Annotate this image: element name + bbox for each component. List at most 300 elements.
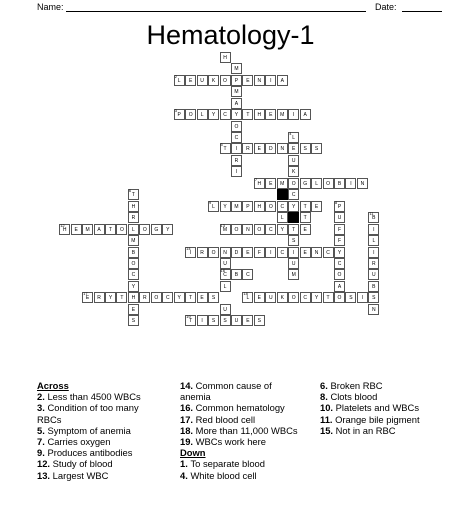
grid-cell[interactable] (231, 143, 242, 154)
cell-letter: O (326, 180, 330, 187)
grid-cell[interactable] (277, 292, 288, 303)
grid-cell[interactable] (242, 224, 253, 235)
cell-letter: U (291, 260, 296, 267)
cell-letter: I (350, 180, 352, 187)
grid-cell[interactable] (174, 75, 185, 86)
clue-number: 13. (37, 469, 53, 481)
clue-number: 7 (254, 176, 258, 182)
grid-cell[interactable] (311, 247, 322, 258)
grid-cell[interactable] (128, 269, 139, 280)
grid-cell[interactable] (288, 166, 299, 177)
clue-number: 4 (289, 131, 292, 136)
clue-text: Produces antibodies (47, 447, 133, 459)
grid-cell[interactable] (300, 224, 311, 235)
clue-number: 16. (180, 402, 196, 414)
cell-letter: F (257, 249, 261, 256)
grid-cell[interactable] (265, 224, 276, 235)
cell-letter: E (246, 318, 250, 325)
cell-letter: S (257, 318, 262, 325)
grid-cell[interactable] (185, 315, 196, 326)
grid-cell[interactable] (254, 224, 265, 235)
cell-letter: I (292, 249, 295, 256)
grid-cell[interactable] (300, 109, 311, 120)
grid-cell[interactable] (242, 247, 253, 258)
grid-cell[interactable] (208, 247, 219, 258)
grid-cell[interactable] (231, 315, 242, 326)
clue-text: WBCs work here (195, 436, 266, 448)
grid-cell[interactable] (288, 292, 299, 303)
grid-cell[interactable] (105, 292, 116, 303)
cell-letter: R (143, 295, 147, 302)
cell-letter: C (246, 272, 250, 279)
grid-cell[interactable] (323, 292, 334, 303)
grid-cell[interactable] (197, 315, 208, 326)
cell-letter: T (189, 318, 193, 325)
cell-letter: I (270, 77, 272, 84)
grid-cell[interactable] (128, 201, 139, 212)
grid-cell[interactable] (231, 109, 242, 120)
cell-letter: O (337, 272, 342, 279)
clue-number: 17. (180, 413, 196, 425)
grid-cell[interactable] (82, 292, 93, 303)
cell-letter: Y (234, 112, 239, 119)
grid-cell[interactable] (208, 315, 219, 326)
clue-item (320, 402, 450, 413)
grid-cell[interactable] (139, 292, 150, 303)
grid-cell[interactable] (128, 292, 139, 303)
grid-cell[interactable] (323, 247, 334, 258)
cell-letter: S (211, 318, 216, 325)
grid-cell[interactable] (265, 75, 276, 86)
grid-cell[interactable] (242, 75, 253, 86)
clue-item (180, 470, 305, 481)
grid-cell[interactable] (334, 281, 345, 292)
cell-letter: C (131, 272, 136, 279)
grid-cell[interactable] (311, 178, 322, 189)
cell-letter: O (119, 226, 124, 233)
grid-cell[interactable] (288, 189, 299, 200)
clue-text: Red blood cell (195, 413, 256, 425)
cell-letter: P (177, 112, 181, 119)
grid-cell[interactable] (368, 304, 379, 315)
clue-heading: Across (37, 380, 69, 391)
cell-letter: E (303, 249, 307, 256)
grid-cell[interactable] (128, 304, 139, 315)
clue-number: 7. (37, 436, 48, 448)
cell-letter: E (246, 249, 250, 256)
grid-cell[interactable] (242, 292, 253, 303)
clue-number: 6. (320, 380, 331, 391)
cell-letter: I (235, 146, 238, 153)
grid-cell[interactable] (231, 201, 242, 212)
cell-letter: U (223, 260, 227, 267)
cell-letter: E (246, 77, 250, 84)
grid-cell[interactable] (300, 247, 311, 258)
clue-number: 9 (209, 199, 212, 205)
clue-text: Study of blood (52, 458, 113, 470)
clue-number: 1. (180, 458, 191, 470)
grid-cell[interactable] (288, 178, 299, 189)
grid-cell[interactable] (174, 292, 185, 303)
cell-letter: L (132, 226, 135, 233)
grid-cell[interactable] (185, 75, 196, 86)
grid-cell[interactable] (254, 75, 265, 86)
grid-cell[interactable] (254, 315, 265, 326)
cell-letter: E (131, 306, 136, 313)
grid-cell[interactable] (231, 224, 242, 235)
cell-letter: B (372, 283, 376, 290)
grid-cell[interactable] (220, 304, 231, 315)
cell-letter: I (201, 318, 203, 325)
grid-cell[interactable] (197, 75, 208, 86)
cell-letter: R (200, 249, 204, 256)
grid-cell[interactable] (254, 109, 265, 120)
grid-cell[interactable] (254, 201, 265, 212)
clue-number: 15. (320, 424, 336, 436)
grid-cell[interactable] (197, 247, 208, 258)
grid-cell[interactable] (220, 315, 231, 326)
cell-letter: U (337, 215, 342, 222)
cell-letter: C (268, 226, 273, 233)
cell-letter: R (246, 146, 250, 153)
cell-letter: C (223, 112, 227, 119)
cell-letter: L (223, 283, 227, 290)
grid-cell[interactable] (254, 143, 265, 154)
grid-cell[interactable] (277, 212, 288, 223)
black-cell (277, 189, 288, 200)
cell-letter: M (234, 89, 239, 96)
clue-number: 13 (220, 222, 225, 228)
cell-letter: B (372, 215, 376, 222)
cell-letter: S (223, 318, 227, 325)
grid-cell[interactable] (197, 292, 208, 303)
grid-cell[interactable] (368, 258, 379, 269)
clue-text: Largest WBC (52, 469, 109, 481)
cell-letter: E (292, 146, 296, 153)
grid-cell[interactable] (334, 247, 345, 258)
grid-cell[interactable] (128, 212, 139, 223)
grid-cell[interactable] (231, 121, 242, 132)
grid-cell[interactable] (128, 315, 139, 326)
grid-cell[interactable] (208, 201, 219, 212)
grid-cell[interactable] (151, 292, 162, 303)
grid-cell[interactable] (231, 63, 242, 74)
grid-cell[interactable] (265, 143, 276, 154)
clue-text: Less than 4500 WBCs (47, 391, 141, 403)
cell-letter: N (372, 306, 376, 313)
grid-cell[interactable] (300, 143, 311, 154)
cell-letter: T (303, 203, 307, 210)
grid-cell[interactable] (311, 201, 322, 212)
cell-letter: G (154, 226, 159, 233)
clue-number: 12. (37, 458, 53, 470)
grid-cell[interactable] (220, 143, 231, 154)
grid-cell[interactable] (334, 201, 345, 212)
grid-cell[interactable] (265, 247, 276, 258)
grid-cell[interactable] (220, 281, 231, 292)
grid-cell[interactable] (300, 292, 311, 303)
cell-letter: A (280, 77, 284, 84)
cell-letter: H (62, 226, 67, 233)
clue-text: White blood cell (190, 469, 257, 481)
cell-letter: A (303, 112, 307, 119)
grid-cell[interactable] (174, 109, 185, 120)
grid-cell[interactable] (277, 247, 288, 258)
grid-cell[interactable] (277, 109, 288, 120)
grid-cell[interactable] (265, 109, 276, 120)
cell-letter: O (131, 260, 136, 267)
cell-letter: U (372, 272, 376, 279)
cell-letter: R (234, 157, 239, 164)
grid-cell[interactable] (162, 292, 173, 303)
grid-cell[interactable] (139, 224, 150, 235)
cell-letter: E (269, 112, 273, 119)
grid-cell[interactable] (242, 315, 253, 326)
grid-cell[interactable] (368, 247, 379, 258)
grid-cell[interactable] (334, 235, 345, 246)
grid-cell[interactable] (254, 292, 265, 303)
grid-cell[interactable] (334, 258, 345, 269)
cell-letter: Y (131, 283, 136, 290)
clue-number: 3 (174, 108, 177, 114)
grid-cell[interactable] (162, 224, 173, 235)
grid-cell[interactable] (368, 292, 379, 303)
clue-heading: Down (180, 447, 206, 459)
grid-cell[interactable] (345, 178, 356, 189)
grid-cell[interactable] (242, 269, 253, 280)
clue-item (37, 447, 165, 458)
clue-number: 10. (320, 402, 336, 414)
cell-letter: O (257, 226, 262, 233)
grid-cell[interactable] (277, 201, 288, 212)
grid-cell[interactable] (128, 235, 139, 246)
cell-letter: O (337, 295, 342, 302)
grid-cell[interactable] (128, 281, 139, 292)
clue-number: 16 (220, 268, 225, 274)
cell-letter: O (234, 226, 239, 233)
grid-cell[interactable] (254, 247, 265, 258)
cell-letter: Y (211, 112, 216, 119)
cell-letter: O (154, 295, 159, 302)
grid-cell[interactable] (220, 109, 231, 120)
grid-cell[interactable] (288, 201, 299, 212)
clue-item (320, 425, 450, 436)
grid-cell[interactable] (277, 75, 288, 86)
grid-cell[interactable] (265, 292, 276, 303)
cell-letter: H (257, 112, 262, 119)
grid-cell[interactable] (185, 292, 196, 303)
cell-letter: T (189, 295, 193, 302)
grid-cell[interactable] (334, 212, 345, 223)
grid-cell[interactable] (94, 224, 105, 235)
cell-letter: E (85, 295, 90, 302)
cell-letter: U (200, 77, 204, 84)
cell-letter: L (372, 238, 376, 245)
cell-letter: R (97, 295, 101, 302)
cell-letter: L (315, 180, 318, 187)
clue-number: 4. (180, 469, 191, 481)
grid-cell[interactable] (357, 292, 368, 303)
grid-cell[interactable] (185, 109, 196, 120)
grid-cell[interactable] (265, 201, 276, 212)
cell-letter: L (212, 203, 215, 210)
grid-cell[interactable] (311, 143, 322, 154)
grid-cell[interactable] (277, 224, 288, 235)
grid-cell[interactable] (185, 247, 196, 258)
cell-letter: S (372, 295, 376, 302)
grid-cell[interactable] (231, 247, 242, 258)
grid-cell[interactable] (345, 292, 356, 303)
grid-cell[interactable] (59, 224, 70, 235)
grid-cell[interactable] (288, 109, 299, 120)
cell-letter: M (131, 238, 136, 245)
clue-text: Not in an RBC (335, 424, 396, 436)
cell-letter: C (234, 135, 239, 141)
grid-cell[interactable] (334, 269, 345, 280)
cell-letter: G (303, 180, 308, 187)
grid-cell[interactable] (368, 224, 379, 235)
grid-cell[interactable] (231, 155, 242, 166)
cell-letter: E (303, 226, 307, 233)
cell-letter: N (257, 77, 262, 84)
grid-cell[interactable] (128, 247, 139, 258)
grid-cell[interactable] (334, 292, 345, 303)
grid-cell[interactable] (334, 224, 345, 235)
cell-letter: U (223, 306, 227, 313)
grid-cell[interactable] (231, 75, 242, 86)
cell-letter: L (280, 215, 284, 222)
grid-cell[interactable] (220, 269, 231, 280)
clue-text: More than 11,000 WBCs (195, 424, 298, 436)
cell-letter: H (257, 203, 262, 210)
clue-number: 17 (83, 291, 88, 297)
grid-cell[interactable] (265, 178, 276, 189)
grid-cell[interactable] (197, 109, 208, 120)
grid-cell[interactable] (334, 178, 345, 189)
cell-letter: O (291, 180, 296, 187)
grid-cell[interactable] (300, 201, 311, 212)
clue-number: 19. (180, 436, 196, 448)
grid-cell[interactable] (277, 143, 288, 154)
clue-item (37, 391, 165, 402)
grid-cell[interactable] (300, 178, 311, 189)
clue-text: Common hematology (195, 402, 285, 414)
grid-cell[interactable] (231, 166, 242, 177)
grid-cell[interactable] (368, 212, 379, 223)
cell-letter: O (291, 295, 296, 302)
cell-letter: M (85, 226, 90, 233)
grid-cell[interactable] (128, 189, 139, 200)
cell-letter: Y (337, 249, 342, 256)
cell-letter: K (292, 169, 296, 176)
grid-cell[interactable] (82, 224, 93, 235)
grid-cell[interactable] (288, 143, 299, 154)
clue-number: 11 (369, 211, 374, 217)
grid-cell[interactable] (300, 212, 311, 223)
cell-letter: E (74, 226, 78, 233)
grid-cell[interactable] (208, 109, 219, 120)
cell-letter: I (235, 169, 238, 176)
cell-letter: E (269, 180, 273, 187)
grid-cell[interactable] (116, 224, 127, 235)
grid-cell[interactable] (288, 155, 299, 166)
clue-item (180, 458, 305, 469)
grid-cell[interactable] (288, 132, 299, 143)
cell-letter: F (337, 226, 342, 233)
grid-cell[interactable] (71, 224, 82, 235)
grid-cell[interactable] (288, 247, 299, 258)
grid-cell[interactable] (231, 132, 242, 143)
cell-letter: L (177, 77, 181, 84)
grid-cell[interactable] (288, 235, 299, 246)
grid-cell[interactable] (220, 258, 231, 269)
grid-cell[interactable] (231, 269, 242, 280)
clue-text: Orange bile pigment (335, 413, 420, 425)
cell-letter: C (280, 249, 285, 256)
cell-letter: I (189, 249, 192, 256)
grid-cell[interactable] (208, 75, 219, 86)
grid-cell[interactable] (242, 109, 253, 120)
cell-letter: S (131, 318, 136, 325)
grid-cell[interactable] (220, 52, 231, 63)
clue-text: Broken RBC (330, 380, 383, 391)
cell-letter: R (131, 215, 136, 222)
grid-cell[interactable] (128, 258, 139, 269)
cell-letter: N (223, 249, 227, 256)
grid-cell[interactable] (220, 75, 231, 86)
clue-item (37, 425, 165, 436)
grid-cell[interactable] (288, 224, 299, 235)
clue-number: 9. (37, 447, 48, 459)
grid-cell[interactable] (288, 269, 299, 280)
cell-letter: U (234, 318, 239, 325)
grid-cell[interactable] (220, 201, 231, 212)
cell-letter: T (292, 226, 296, 233)
grid-cell[interactable] (220, 247, 231, 258)
grid-cell[interactable] (288, 258, 299, 269)
grid-cell[interactable] (368, 281, 379, 292)
grid-cell[interactable] (128, 224, 139, 235)
grid-cell[interactable] (231, 86, 242, 97)
grid-cell[interactable] (94, 292, 105, 303)
clue-item (180, 402, 305, 413)
cell-letter: O (234, 123, 239, 130)
cell-letter: F (337, 238, 342, 245)
grid-cell[interactable] (116, 292, 127, 303)
grid-cell[interactable] (311, 292, 322, 303)
cell-letter: C (223, 272, 227, 279)
cell-letter: Y (166, 226, 170, 233)
grid-cell[interactable] (231, 98, 242, 109)
clue-item (180, 425, 305, 436)
clue-number: 3. (37, 402, 48, 414)
grid-cell[interactable] (323, 178, 334, 189)
grid-cell[interactable] (242, 201, 253, 212)
grid-cell[interactable] (208, 292, 219, 303)
grid-cell[interactable] (254, 178, 265, 189)
grid-cell[interactable] (242, 143, 253, 154)
grid-cell[interactable] (368, 269, 379, 280)
cell-letter: C (280, 203, 285, 210)
cell-letter: E (314, 203, 319, 210)
grid-cell[interactable] (105, 224, 116, 235)
clue-text: To separate blood (190, 458, 265, 470)
grid-cell[interactable] (368, 235, 379, 246)
grid-cell[interactable] (151, 224, 162, 235)
grid-cell[interactable] (220, 224, 231, 235)
grid-cell[interactable] (357, 178, 368, 189)
grid-cell[interactable] (277, 178, 288, 189)
